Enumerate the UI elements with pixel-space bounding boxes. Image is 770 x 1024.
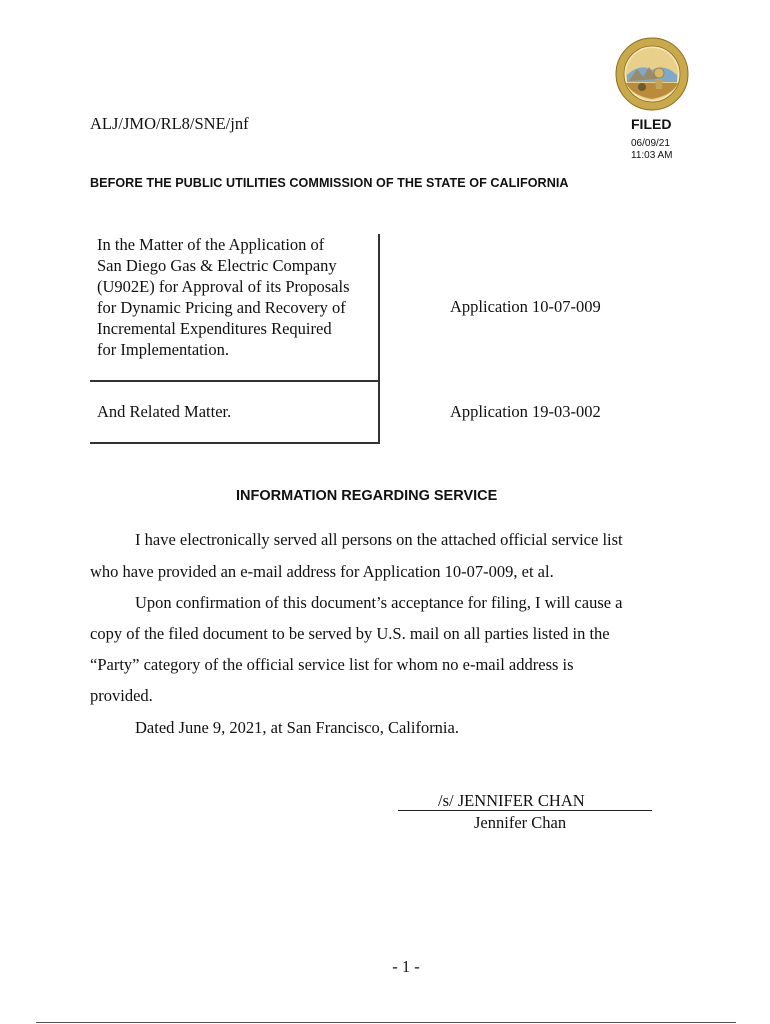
signer-name: Jennifer Chan [474,813,567,832]
caption-matter-line: In the Matter of the Application of [97,235,325,254]
caption-matter-line: for Implementation. [97,340,229,359]
body-paragraph-line: Upon confirmation of this document’s acceptance for filing, I will cause a [135,593,623,612]
page-number: - 1 - [392,957,420,976]
caption-matter-line: for Dynamic Pricing and Recovery of [97,298,346,317]
caption-matter-line: San Diego Gas & Electric Company [97,256,337,275]
application-number-primary: Application 10-07-009 [450,297,601,316]
dated-line: Dated June 9, 2021, at San Francisco, California. [135,718,459,737]
caption-matter-line: (U902E) for Approval of its Proposals [97,277,350,296]
related-matter-text: And Related Matter. [97,402,232,421]
signature-rule [398,810,652,811]
signature-conformed: /s/ JENNIFER CHAN [438,791,585,810]
caption-bottom-rule [90,442,380,444]
case-code: ALJ/JMO/RL8/SNE/jnf [90,114,249,133]
body-paragraph-line: I have electronically served all persons on the attached official service list [135,530,623,549]
footer-rule [36,1022,736,1023]
filed-stamp-label: FILED [631,116,672,132]
body-paragraph-line: “Party” category of the official service list for whom no e-mail address is [90,655,574,674]
caption-matter-line: Incremental Expenditures Required [97,319,332,338]
application-number-related: Application 19-03-002 [450,402,601,421]
body-paragraph-line: copy of the filed document to be served by U.S. mail on all parties listed in the [90,624,610,643]
document-title: INFORMATION REGARDING SERVICE [236,488,498,504]
body-paragraph-line: provided. [90,686,153,705]
commission-heading: BEFORE THE PUBLIC UTILITIES COMMISSION OF THE STATE OF CALIFORNIA [90,176,569,190]
body-paragraph-line: who have provided an e-mail address for Application 10-07-009, et al. [90,562,554,581]
filed-stamp-date: 06/09/21 [631,138,670,149]
california-puc-seal-icon [615,37,689,111]
filed-stamp-time: 11:03 AM [631,150,673,161]
caption-matter-text [97,234,382,360]
caption-divider-rule [90,380,380,382]
